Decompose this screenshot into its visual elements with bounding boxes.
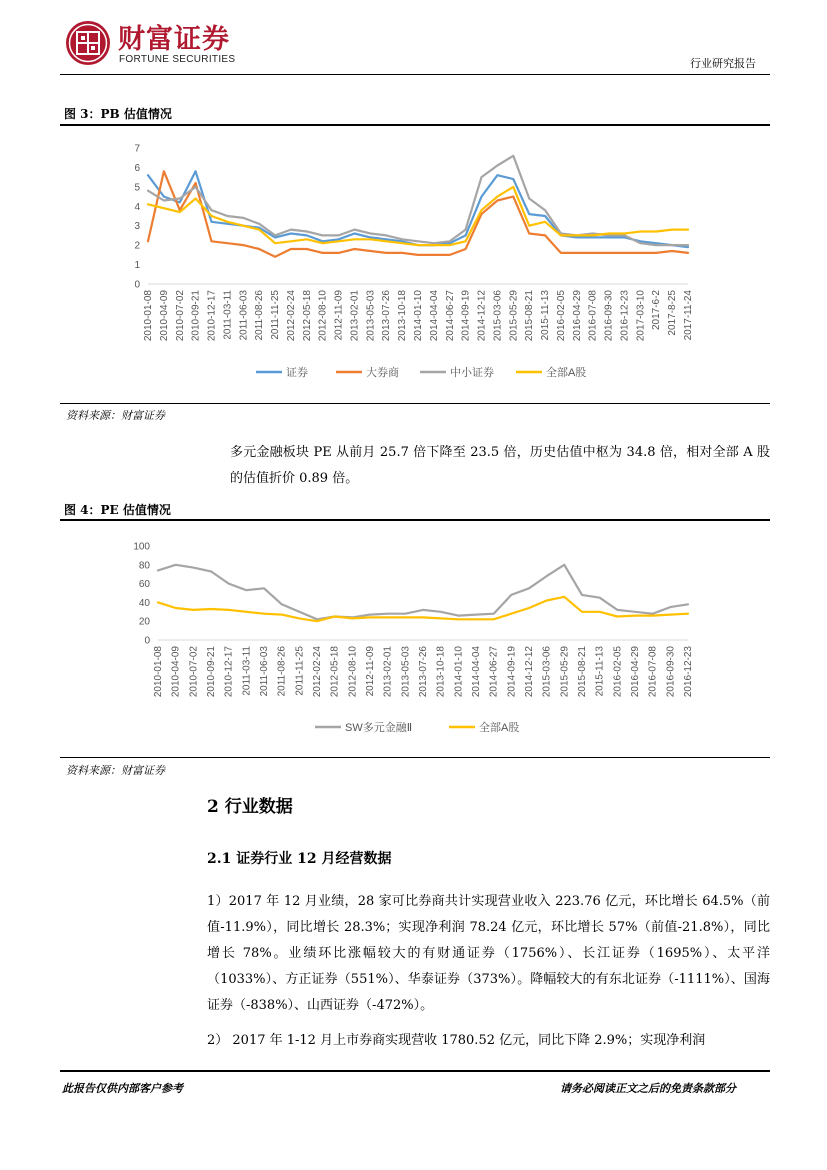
- x-tick-label: 2014-12-12: [524, 646, 535, 698]
- logo-english-name: FORTUNE SECURITIES: [119, 54, 236, 65]
- legend-label: 全部A股: [479, 722, 520, 734]
- x-tick-label: 2014-04-04: [428, 290, 440, 342]
- logo-chinese-name: 财富证券: [118, 24, 230, 55]
- footer-left-note: 此报告仅供内部客户参考: [62, 1082, 183, 1095]
- x-tick-label: 2011-08-26: [254, 290, 266, 341]
- figure-3-title: 图 3：PB 估值情况: [64, 107, 172, 121]
- x-tick-label: 2010-04-09: [170, 646, 182, 698]
- figure-4-title: 图 4：PE 估值情况: [64, 503, 171, 517]
- y-tick-label: 100: [133, 541, 150, 553]
- x-tick-label: 2014-06-27: [488, 646, 500, 698]
- y-tick-label: 7: [134, 143, 140, 155]
- x-tick-label: 2012-05-18: [329, 646, 341, 698]
- x-tick-label: 2010-09-21: [190, 290, 202, 342]
- x-tick-label: 2014-01-10: [413, 290, 424, 342]
- x-tick-label: 2016-07-08: [647, 646, 659, 698]
- y-tick-label: 3: [134, 221, 140, 233]
- x-tick-label: 2011-03-11: [222, 290, 234, 340]
- x-tick-label: 2010-07-02: [174, 290, 186, 342]
- x-tick-label: 2013-10-18: [397, 290, 409, 342]
- x-tick-label: 2015-05-29: [508, 290, 520, 342]
- x-tick-label: 2012-02-24: [312, 646, 323, 698]
- x-tick-label: 2010-09-21: [206, 646, 217, 698]
- logo-seal-icon: [64, 19, 112, 67]
- x-tick-label: 2014-01-10: [453, 646, 465, 698]
- figure-4-source: 资料来源：财富证券: [66, 764, 165, 777]
- y-tick-label: 5: [134, 182, 140, 194]
- footer-disclaimer: 请务必阅读正文之后的免责条款部分: [560, 1082, 736, 1095]
- x-tick-label: 2016-02-05: [612, 646, 624, 698]
- y-tick-label: 4: [134, 201, 140, 213]
- x-tick-label: 2011-11-25: [270, 290, 282, 340]
- x-tick-label: 2010-07-02: [188, 646, 200, 698]
- pb-valuation-chart: [110, 130, 710, 390]
- x-tick-label: 2013-05-03: [365, 290, 377, 342]
- x-tick-label: 2016-12-23: [683, 646, 694, 698]
- x-tick-label: 2015-05-29: [559, 646, 571, 698]
- legend-label: 全部A股: [546, 367, 587, 379]
- y-tick-label: 0: [144, 635, 150, 647]
- paragraph-2: 2） 2017 年 1-12 月上市券商实现营收 1780.52 亿元，同比下降 2.9%；实现净利润: [207, 1033, 706, 1048]
- x-tick-label: 2015-08-21: [577, 646, 588, 698]
- x-tick-label: 2012-08-10: [317, 290, 329, 342]
- x-tick-label: 2016-02-05: [555, 290, 567, 342]
- x-tick-label: 2015-03-06: [492, 290, 504, 342]
- series-line-2: [148, 156, 688, 245]
- x-tick-label: 2016-04-29: [571, 289, 583, 342]
- x-tick-label: 2012-11-09: [365, 646, 376, 697]
- legend-label: 大券商: [366, 367, 399, 379]
- x-tick-label: 2013-10-18: [435, 646, 447, 698]
- figure-3-bottom-rule: [60, 403, 770, 404]
- y-tick-label: 1: [134, 260, 140, 272]
- company-logo: [64, 19, 112, 67]
- x-tick-label: 2015-11-13: [594, 646, 606, 697]
- x-tick-label: 2013-02-01: [382, 646, 394, 698]
- x-tick-label: 2017-03-10: [635, 290, 647, 342]
- x-tick-label: 2015-08-21: [524, 290, 536, 342]
- x-tick-label: 2016-12-23: [619, 290, 631, 342]
- x-tick-label: 2014-12-12: [476, 290, 488, 342]
- y-tick-label: 0: [134, 279, 140, 291]
- y-tick-label: 20: [138, 616, 150, 628]
- x-tick-label: 2010-12-17: [223, 646, 235, 698]
- x-tick-label: 2014-09-19: [460, 290, 472, 342]
- section-2-heading: 2 行业数据: [207, 797, 293, 817]
- x-tick-label: 2011-11-25: [294, 646, 306, 696]
- x-tick-label: 2016-09-30: [603, 290, 615, 342]
- x-tick-label: 2014-04-04: [471, 646, 482, 698]
- section-2-1-heading: 2.1 证券行业 12 月经营数据: [207, 851, 392, 867]
- x-tick-label: 2012-05-18: [301, 290, 313, 342]
- x-tick-label: 2013-05-03: [400, 646, 412, 698]
- x-tick-label: 2016-09-30: [665, 646, 677, 698]
- legend-label: 证券: [286, 367, 308, 379]
- pe-valuation-chart: [110, 530, 710, 745]
- figure-3-top-rule: [60, 124, 770, 126]
- x-tick-label: 2013-07-26: [381, 290, 393, 342]
- x-tick-label: 2017-6-2: [651, 290, 663, 331]
- x-tick-label: 2011-06-03: [238, 290, 250, 341]
- y-tick-label: 2: [134, 240, 140, 252]
- x-tick-label: 2012-11-09: [333, 290, 345, 341]
- x-tick-label: 2017-8-25: [667, 290, 679, 336]
- x-tick-label: 2011-03-11: [241, 646, 253, 696]
- x-tick-label: 2010-01-08: [153, 646, 164, 698]
- y-tick-label: 60: [138, 579, 150, 591]
- x-tick-label: 2013-02-01: [349, 290, 361, 342]
- header-rule: [60, 74, 770, 75]
- x-tick-label: 2016-07-08: [587, 290, 599, 342]
- y-tick-label: 40: [138, 597, 150, 609]
- figure-4-bottom-rule: [60, 757, 770, 758]
- x-tick-label: 2010-12-17: [206, 290, 218, 342]
- x-tick-label: 2010-01-08: [143, 290, 154, 342]
- x-tick-label: 2014-09-19: [506, 646, 518, 698]
- figure-4-top-rule: [60, 519, 770, 521]
- report-type-label: 行业研究报告: [690, 57, 756, 70]
- figure-3-source: 资料来源：财富证券: [66, 409, 165, 422]
- footer-rule: [60, 1070, 770, 1072]
- paragraph-1: 1）2017 年 12 月业绩，28 家可比券商共计实现营业收入 223.76 亿元，环比增长 64.5%（前值-11.9%），同比增长 28.3%；实现净利润 78.24 亿元，环比增长 57%（前值-21.8%），同比增长 78%。业绩环比涨幅较大的有财通证券（1756%）、长江证券（1695%）、太平洋（1033%）、方正证券（551%）、华泰证券（373%）。降幅较大的有东北证券（-1111%）、国海证券（-838%）、山西证券（-472%）。: [207, 894, 770, 1013]
- x-tick-label: 2016-04-29: [630, 646, 641, 698]
- legend-label: 中小证券: [450, 367, 494, 379]
- x-tick-label: 2012-08-10: [347, 646, 359, 698]
- x-tick-label: 2014-06-27: [444, 290, 456, 342]
- y-tick-label: 80: [138, 560, 150, 572]
- pe-paragraph: 多元金融板块 PE 从前月 25.7 倍下降至 23.5 倍，历史估值中枢为 34.8 倍，相对全部 A 股的估值折价 0.89 倍。: [230, 445, 770, 486]
- legend-label: SW多元金融Ⅱ: [345, 722, 413, 734]
- x-tick-label: 2015-03-06: [541, 646, 553, 698]
- x-tick-label: 2015-11-13: [540, 290, 552, 341]
- x-tick-label: 2010-04-09: [158, 290, 170, 342]
- x-tick-label: 2012-02-24: [285, 290, 297, 342]
- y-tick-label: 6: [134, 162, 140, 174]
- x-tick-label: 2013-07-26: [418, 646, 429, 698]
- x-tick-label: 2011-06-03: [259, 646, 270, 697]
- x-tick-label: 2011-08-26: [276, 646, 288, 697]
- x-tick-label: 2017-11-24: [683, 290, 694, 341]
